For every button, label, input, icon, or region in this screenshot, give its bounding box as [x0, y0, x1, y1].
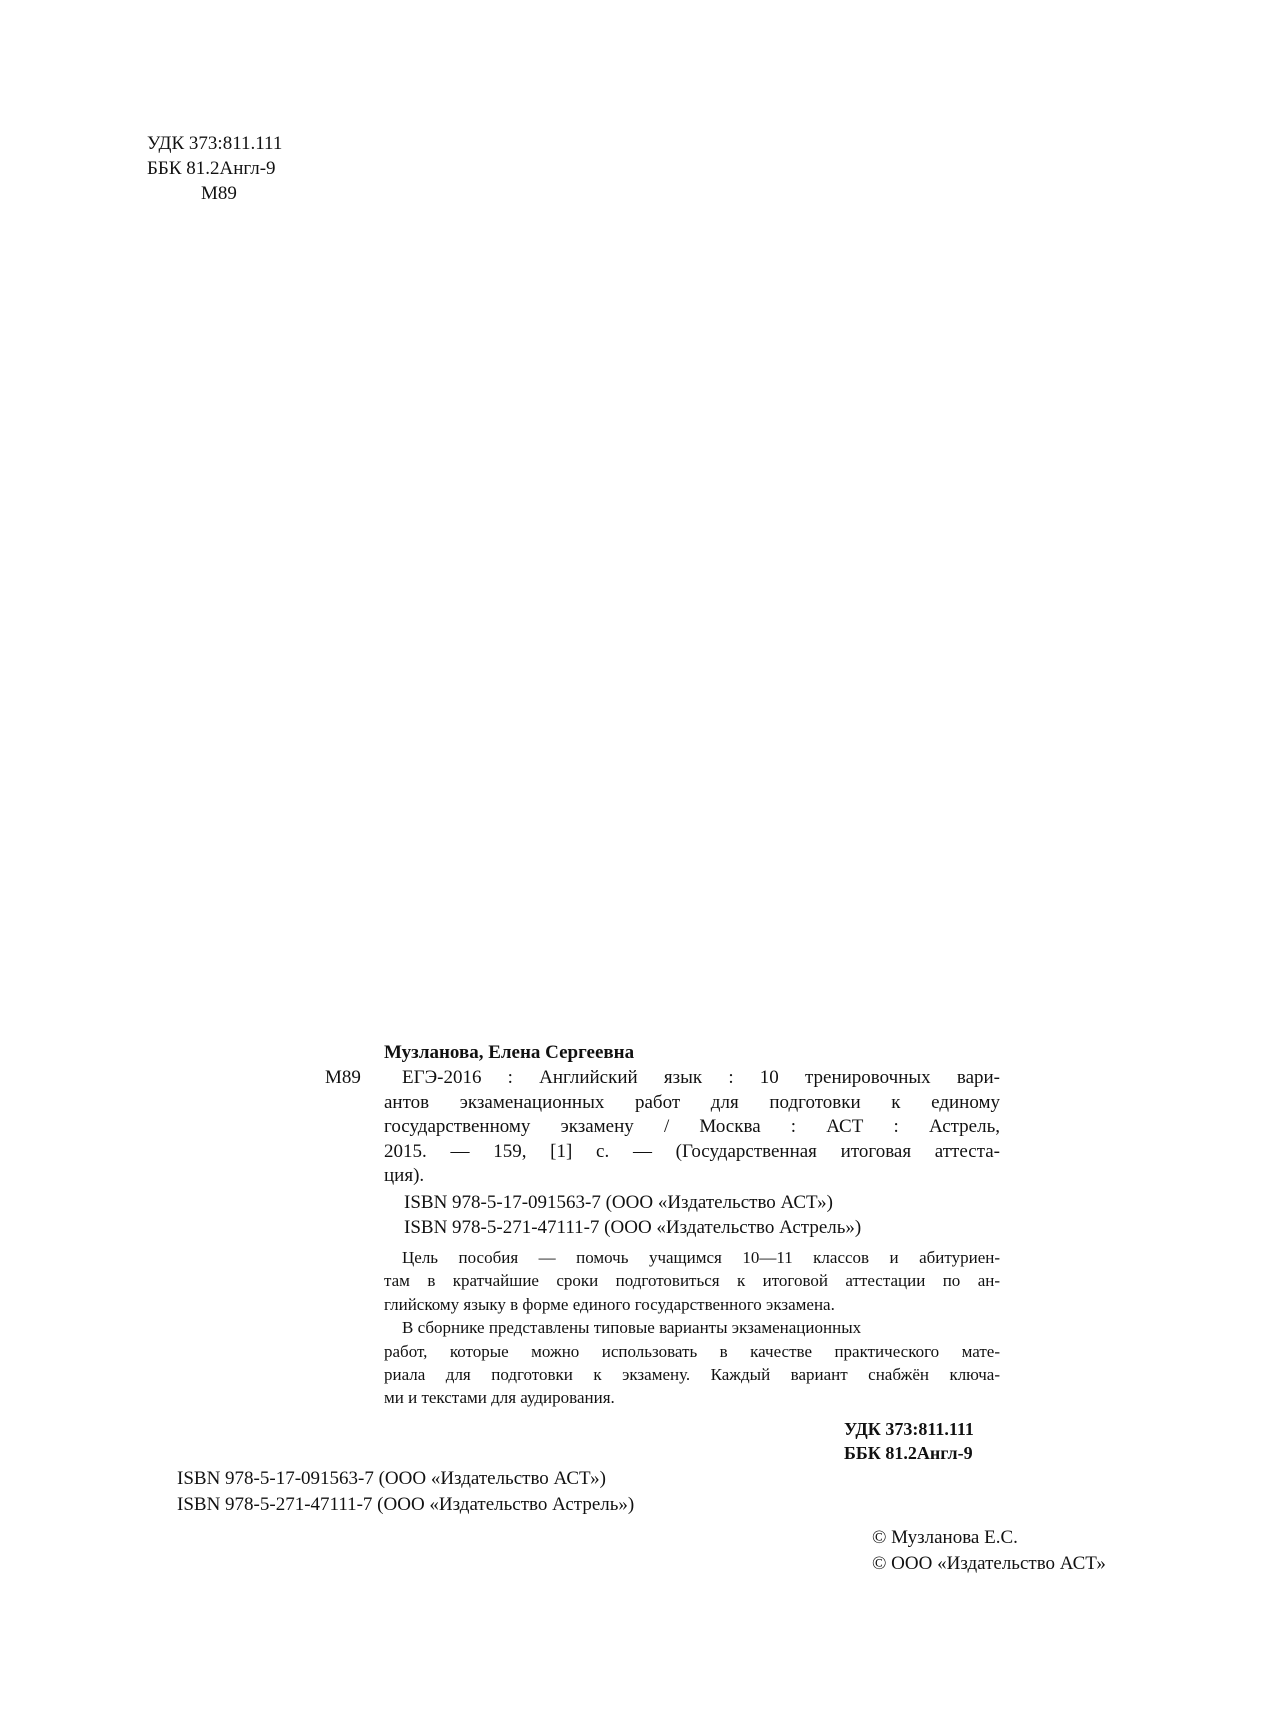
card-isbn-line: ISBN 978-5-17-091563-7 (ООО «Издательство АСТ»): [404, 1192, 833, 1213]
card-index-block: [844, 1417, 974, 1465]
abstract-line: глийскому языку в форме единого государственного экзамена.: [384, 1294, 835, 1314]
copyright-line: © ООО «Издательство АСТ»: [872, 1553, 1106, 1574]
top-bbk: ББК 81.2Англ-9: [147, 158, 276, 179]
bottom-isbn-line: ISBN 978-5-271-47111-7 (ООО «Издательство Астрель»): [177, 1494, 635, 1515]
card-abstract: [384, 1246, 1000, 1410]
abstract-line: ми и текстами для аудирования.: [384, 1388, 615, 1408]
card-description-line: государственному экзамену / Москва : АСТ : Астрель,: [384, 1116, 1000, 1138]
card-description: [384, 1066, 1000, 1189]
top-index-block: [147, 131, 282, 206]
card-udk: УДК 373:811.111: [844, 1419, 974, 1439]
abstract-line: риала для подготовки к экзамену. Каждый вариант снабжён ключа-: [384, 1365, 1000, 1385]
top-author-mark: М89: [201, 183, 237, 204]
copyright-line: © Музланова Е.С.: [872, 1527, 1018, 1548]
card-isbn-block: [404, 1190, 861, 1240]
abstract-line: работ, которые можно использовать в качестве практического мате-: [384, 1341, 1000, 1361]
abstract-line: Цель пособия — помочь учащимся 10—11 классов и абитуриен-: [402, 1248, 1000, 1267]
card-bbk: ББК 81.2Англ-9: [844, 1443, 973, 1463]
card-description-line: антов экзаменационных работ для подготовки к единому: [384, 1091, 1000, 1113]
card-description-line: 2015. — 159, [1] с. — (Государственная итоговая аттеста-: [384, 1140, 1000, 1162]
bottom-isbn-block: [177, 1466, 634, 1518]
card-author: Музланова, Елена Сергеевна: [384, 1042, 635, 1063]
abstract-line: там в кратчайшие сроки подготовиться к итоговой аттестации по ан-: [384, 1271, 1000, 1291]
copyright-block: [872, 1525, 1106, 1577]
bottom-isbn-line: ISBN 978-5-17-091563-7 (ООО «Издательство АСТ»): [177, 1468, 606, 1489]
top-udk: УДК 373:811.111: [147, 133, 283, 154]
abstract-line: В сборнике представлены типовые варианты экзаменационных: [402, 1318, 862, 1338]
card-description-line: ЕГЭ-2016 : Английский язык : 10 тренировочных вари-: [402, 1067, 1000, 1088]
card-author-mark: М89: [325, 1067, 361, 1088]
card-description-line: ция).: [384, 1165, 425, 1187]
card-isbn-line: ISBN 978-5-271-47111-7 (ООО «Издательство Астрель»): [404, 1217, 862, 1238]
